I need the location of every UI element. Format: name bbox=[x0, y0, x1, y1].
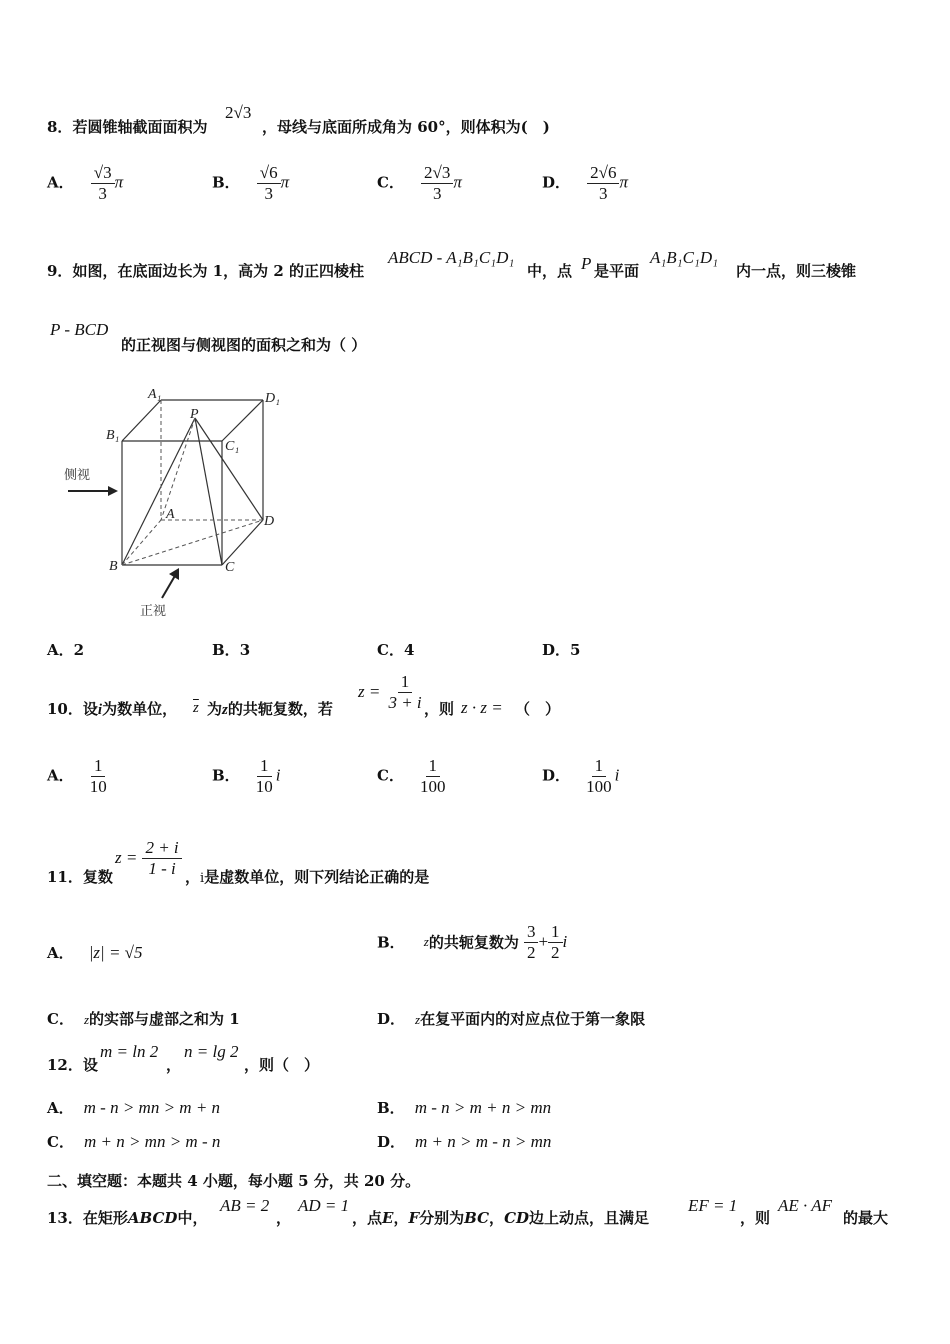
option-tail: π bbox=[280, 172, 290, 192]
q10-number: 10． bbox=[47, 700, 83, 718]
q10-z: z bbox=[222, 702, 228, 718]
q10-eq-num: 1 bbox=[398, 672, 413, 693]
q9-stem-d: 内一点，则三棱锥 bbox=[736, 262, 857, 280]
q11-equation bbox=[115, 838, 182, 878]
q13-comma: ， bbox=[276, 1209, 292, 1227]
q11-i: i bbox=[200, 871, 205, 886]
q11-eq-num: 2 + i bbox=[142, 838, 181, 859]
label-c1: C₁ bbox=[225, 439, 240, 454]
option-i: i bbox=[562, 932, 568, 952]
option-numerator: 1 bbox=[592, 756, 607, 777]
q9-stem-e: 的正视图与侧视图的面积之和为（ ） bbox=[121, 336, 367, 354]
option-label: D． bbox=[542, 641, 571, 659]
option-label: A． bbox=[47, 1099, 74, 1117]
front-view-arrow bbox=[162, 574, 176, 598]
q8-option-b[interactable] bbox=[212, 163, 289, 203]
q13-cd: CD bbox=[504, 1209, 530, 1227]
option-denominator: 3 bbox=[98, 183, 107, 203]
q12-m-expr: m = ln 2 bbox=[100, 1042, 159, 1061]
q13-stem-mid bbox=[352, 1207, 649, 1228]
q13-stem-g: 的最大 bbox=[843, 1209, 889, 1227]
q13-f: F bbox=[408, 1209, 420, 1227]
option-label: C． bbox=[377, 766, 404, 785]
option-denominator: 100 bbox=[586, 776, 612, 796]
option-tail: π bbox=[619, 172, 628, 192]
option-tail: π bbox=[114, 172, 124, 192]
q8-area-expr: 2√3 bbox=[225, 103, 252, 122]
option-label: D． bbox=[377, 1133, 406, 1151]
q13-rect: ABCD bbox=[127, 1209, 178, 1227]
q10-option-d[interactable] bbox=[542, 756, 619, 796]
label-b: B bbox=[109, 559, 118, 574]
option-z: z bbox=[423, 934, 429, 950]
side-view-arrowhead bbox=[108, 486, 118, 496]
edge-b1-a1 bbox=[122, 400, 161, 441]
option-text: 的共轭复数为 bbox=[428, 933, 519, 952]
q13-stem-e: 边上动点，且满足 bbox=[529, 1209, 650, 1227]
q10-option-a[interactable] bbox=[47, 756, 110, 796]
q10-eq-lhs: z = bbox=[358, 682, 381, 702]
q11-number: 11． bbox=[47, 868, 83, 886]
q10-stem-cd bbox=[207, 698, 333, 719]
option-label: B． bbox=[212, 173, 240, 192]
q11-option-a[interactable] bbox=[47, 942, 143, 963]
q11-option-b[interactable] bbox=[377, 922, 567, 962]
option-expr: m - n > mn > m + n bbox=[83, 1098, 221, 1117]
q13-dot: AE · AF bbox=[778, 1196, 832, 1215]
label-d1: D₁ bbox=[265, 391, 280, 406]
q9-stem-a: 如图，在底面边长为 1，高为 2 的正四棱柱 bbox=[72, 262, 364, 280]
option-label: D． bbox=[542, 173, 571, 192]
option-label: B． bbox=[212, 641, 240, 659]
q12-option-b[interactable] bbox=[377, 1097, 551, 1118]
q10-stem-e: ，则 bbox=[424, 700, 455, 718]
option-z: z bbox=[83, 1012, 90, 1027]
option-label: A． bbox=[47, 766, 74, 785]
q10-stem-f: （ ） bbox=[515, 700, 561, 718]
q13-ef: EF = 1 bbox=[688, 1196, 738, 1215]
option-denominator: 3 bbox=[264, 183, 273, 203]
q13-stem bbox=[47, 1207, 207, 1228]
q12-option-c[interactable] bbox=[47, 1131, 220, 1152]
q13-number: 13． bbox=[47, 1209, 83, 1227]
option-plus: + bbox=[538, 932, 549, 952]
option-denominator: 3 bbox=[432, 183, 442, 203]
option-numerator: 2√6 bbox=[587, 163, 619, 184]
q10-stem-c: 为 bbox=[207, 700, 223, 718]
q9-stem-b: 中，点 bbox=[527, 262, 573, 280]
q12-option-a[interactable] bbox=[47, 1097, 220, 1118]
q9-plane-expr: A₁B₁C₁D₁ bbox=[650, 248, 719, 267]
option-z: z bbox=[415, 1012, 421, 1027]
q13-stem-a: 在矩形 bbox=[82, 1209, 128, 1227]
q11-stem-b: ， bbox=[185, 868, 201, 886]
q10-stem-b: 为数单位， bbox=[102, 700, 178, 718]
option-label: D． bbox=[542, 766, 571, 785]
q13-stem-c: ，点 bbox=[352, 1209, 383, 1227]
q10-i: i bbox=[97, 702, 103, 718]
option-value: 2 bbox=[73, 641, 85, 659]
q9-pyramid-expr: P - BCD bbox=[50, 320, 109, 339]
q13-ab: AB = 2 bbox=[220, 1196, 270, 1215]
q11-stem bbox=[47, 866, 113, 887]
option-label: D． bbox=[377, 1010, 406, 1028]
q13-stem-d: 分别为 bbox=[419, 1209, 465, 1227]
side-view-label: 侧视 bbox=[64, 468, 91, 483]
label-b1: B₁ bbox=[106, 428, 120, 443]
label-p: P bbox=[190, 407, 199, 422]
q10-equation bbox=[358, 672, 425, 712]
option-expr: |z| = √5 bbox=[88, 943, 143, 962]
q11-stem-c: 是虚数单位，则下列结论正确的是 bbox=[204, 868, 430, 886]
option-label: A． bbox=[47, 944, 74, 962]
q8-option-c[interactable] bbox=[377, 163, 462, 203]
option-numerator: √3 bbox=[91, 163, 115, 184]
q8-option-a[interactable] bbox=[47, 163, 123, 203]
option-denominator: 10 bbox=[255, 776, 273, 796]
q9-prism-expr: ABCD - A₁B₁C₁D₁ bbox=[388, 248, 515, 267]
q9-number: 9． bbox=[47, 262, 73, 280]
q8-stem-b: ，母线与底面所成角为 60°，则体积为( ) bbox=[262, 118, 550, 136]
option-numerator-1: 3 bbox=[524, 922, 539, 943]
q12-n-expr: n = lg 2 bbox=[184, 1042, 239, 1061]
q11-option-c[interactable] bbox=[47, 1008, 240, 1029]
q12-comma: ， bbox=[166, 1056, 182, 1074]
hidden-edge-p-a bbox=[161, 418, 195, 520]
label-a1: A₁ bbox=[148, 387, 162, 402]
option-value: 4 bbox=[403, 641, 415, 659]
q11-eq-den: 1 - i bbox=[148, 858, 176, 878]
q12-stem-b: ，则（ ） bbox=[244, 1056, 320, 1074]
q13-sep2: ， bbox=[489, 1209, 505, 1227]
option-label: C． bbox=[47, 1133, 74, 1151]
q12-stem bbox=[47, 1054, 98, 1075]
q11-stem-bc bbox=[185, 866, 429, 887]
option-numerator: √6 bbox=[257, 163, 281, 184]
q9-option-c[interactable] bbox=[377, 639, 414, 660]
q13-stem-b: 中， bbox=[177, 1209, 208, 1227]
q9-stem-c: 是平面 bbox=[594, 262, 640, 280]
q10-zbar: $\overline{z}$ bbox=[193, 700, 199, 716]
option-tail: π bbox=[453, 172, 462, 192]
q8-stem-a: 若圆锥轴截面面积为 bbox=[72, 118, 208, 136]
option-label: A． bbox=[47, 173, 74, 192]
option-value: 5 bbox=[570, 641, 581, 659]
q8-option-d[interactable] bbox=[542, 163, 628, 203]
option-numerator: 1 bbox=[257, 756, 272, 777]
q11-stem-a: 复数 bbox=[82, 868, 113, 886]
q10-option-b[interactable] bbox=[212, 756, 281, 796]
q10-stem-d: 的共轭复数，若 bbox=[227, 700, 333, 718]
option-label: A． bbox=[47, 641, 74, 659]
option-tail: i bbox=[614, 765, 620, 785]
option-denominator: 3 bbox=[599, 183, 608, 203]
option-text: 的实部与虚部之和为 1 bbox=[89, 1010, 240, 1028]
q13-e: E bbox=[382, 1209, 394, 1227]
option-expr: m + n > mn > m - n bbox=[83, 1132, 221, 1151]
label-a: A bbox=[166, 507, 175, 522]
q9-option-d[interactable] bbox=[542, 639, 580, 660]
q10-stem bbox=[47, 698, 177, 719]
q10-eq-den: 3 + i bbox=[388, 692, 422, 712]
q9-point-p: P bbox=[581, 254, 592, 273]
option-expr: m - n > m + n > mn bbox=[414, 1098, 552, 1117]
q11-eq-lhs: z = bbox=[115, 848, 138, 868]
q9-stem bbox=[47, 260, 364, 281]
option-numerator: 2√3 bbox=[421, 163, 453, 184]
option-label: B． bbox=[377, 933, 405, 952]
option-label: B． bbox=[377, 1099, 405, 1117]
option-expr: m + n > m - n > mn bbox=[415, 1132, 552, 1151]
option-value: 3 bbox=[239, 641, 251, 659]
q13-ad: AD = 1 bbox=[298, 1196, 350, 1215]
q10-product: z · z = bbox=[461, 698, 503, 717]
option-text: 在复平面内的对应点位于第一象限 bbox=[420, 1010, 646, 1028]
option-numerator: 1 bbox=[426, 756, 441, 777]
q10-option-c[interactable] bbox=[377, 756, 449, 796]
option-label: C． bbox=[377, 641, 404, 659]
q12-number: 12． bbox=[47, 1056, 83, 1074]
q13-sep: ， bbox=[393, 1209, 409, 1227]
option-denominator: 10 bbox=[89, 776, 107, 796]
edge-c1-d1 bbox=[222, 400, 263, 441]
q12-option-d[interactable] bbox=[377, 1131, 551, 1152]
prism-figure bbox=[60, 378, 290, 628]
q10-stem-a: 设 bbox=[82, 700, 98, 718]
label-c: C bbox=[225, 560, 235, 575]
section2-heading: 二、填空题：本题共 4 小题，每小题 5 分，共 20 分。 bbox=[47, 1172, 421, 1190]
q12-stem-a: 设 bbox=[82, 1056, 98, 1074]
option-numerator: 1 bbox=[91, 756, 106, 777]
q11-option-d[interactable] bbox=[377, 1008, 645, 1029]
edge-p-c bbox=[195, 418, 222, 565]
option-label: C． bbox=[377, 173, 404, 192]
option-numerator-2: 1 bbox=[548, 922, 563, 943]
label-d: D bbox=[264, 514, 275, 529]
option-denominator-2: 2 bbox=[551, 942, 560, 962]
option-denominator-1: 2 bbox=[526, 942, 536, 962]
q8-number: 8． bbox=[47, 118, 73, 136]
q13-bc: BC bbox=[464, 1209, 490, 1227]
q8-stem bbox=[47, 116, 207, 137]
option-tail: i bbox=[275, 765, 281, 785]
q9-option-b[interactable] bbox=[212, 639, 250, 660]
q13-stem-f: ，则 bbox=[740, 1209, 771, 1227]
option-denominator: 100 bbox=[420, 776, 446, 796]
q9-option-a[interactable] bbox=[47, 639, 84, 660]
front-view-label: 正视 bbox=[140, 604, 167, 619]
option-label: B． bbox=[212, 766, 240, 785]
edge-p-b bbox=[122, 418, 195, 565]
option-label: C． bbox=[47, 1010, 74, 1028]
